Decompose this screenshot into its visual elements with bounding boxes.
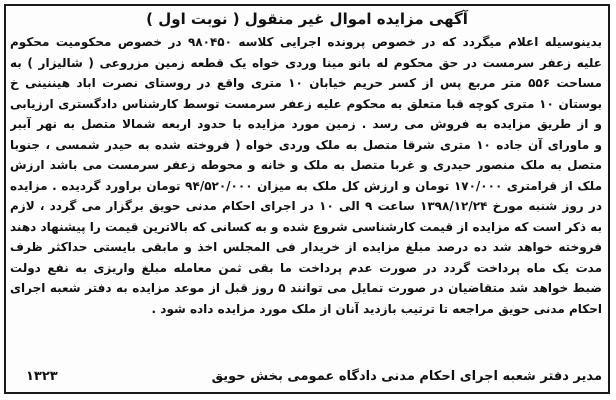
notice-line: مساحت ۵۵۶ متر مربع پس از کسر حریم خیابان ۱۰ متری واقع در روستای نصرت اباد هیننینی خ [10, 76, 602, 90]
signature: مدیر دفتر شعبه اجرای احکام مدنی دادگاه عمومی بخش حویق [211, 369, 602, 384]
notice-line: ضبط خواهد شد متقاضیان در صورت تمایل می توانند ۵ روز قبل از موعد مزایده به دفتر شعبه اجرای [10, 281, 602, 295]
notice-footer [12, 366, 602, 388]
notice-line: بدینوسیله اعلام میگردد که در خصوص پرونده اجرایی کلاسه ۹۸۰۴۵۰ در خصوص محکومیت محکوم [10, 35, 602, 49]
notice-code: ۱۳۲۳ [26, 369, 58, 384]
notice-line: متصل به ملک منصور حیدری و غربا متصل به ملک و خانه و محوطه زعفر سرمست می باشد ارزش [10, 158, 602, 172]
notice-line: در روز شنبه مورخ ۱۳۹۸/۱۲/۲۴ ساعت ۹ الی ۱۰ در اجرای احکام مدنی حویق برگزار می گردد ، لازم [10, 199, 602, 213]
notice-line: فروخته خواهد شد ده درصد مبلغ مزایده از خریدار فی المجلس اخذ و مابقی بایستی حداکثر ظرف [10, 240, 602, 254]
notice-line: بوستان ۱۰ متری کوچه قبا متعلق به محکوم علیه زعفر سرمست توسط کارشناس دادگستری ارزیابی [10, 96, 602, 111]
notice-title: آگهی مزایده اموال غیر منقول ( نوبت اول ) [146, 10, 468, 28]
notice-body [10, 32, 602, 319]
auction-notice [4, 4, 610, 394]
notice-line: احکام مدنی حویق مراجعه تا ترتیب بازدید آنان از ملک مورد مزایده داده شود . [151, 301, 602, 316]
notice-line: علیه زعفر سرمست در حق محکوم له بانو مینا وردی خواه یک قطعه زمین مزروعی ( شالیزار ) به [10, 55, 602, 70]
notice-line: به ذکر است که مزایده از قیمت کارشناسی شروع شده و به کسانی که بالاترین قیمت را پیشنهاد دهند [10, 219, 602, 234]
notice-line: و ماورای آن جاده ۱۰ متری شرقا متصل به ملک وردی خواه ( فروخته شده به حیدر شمسی ، جنوبا [10, 137, 602, 152]
notice-line: مدت یک ماه پرداخت گردد در صورت عدم پرداخت ما بقی ثمن معامله مبلغ واریزی به نفع دولت [10, 260, 602, 275]
notice-line: و از طریق مزایده به فروش می رسد . زمین مورد مزایده با حدود اربعه شمالا متصل به نهر آببر [10, 117, 602, 131]
notice-line: ملک از قرامتری ۱۷۰/۰۰۰ تومان و ارزش کل ملک به میزان ۹۴/۵۲۰/۰۰۰ تومان براورد گردیده . مزایده [10, 178, 602, 193]
